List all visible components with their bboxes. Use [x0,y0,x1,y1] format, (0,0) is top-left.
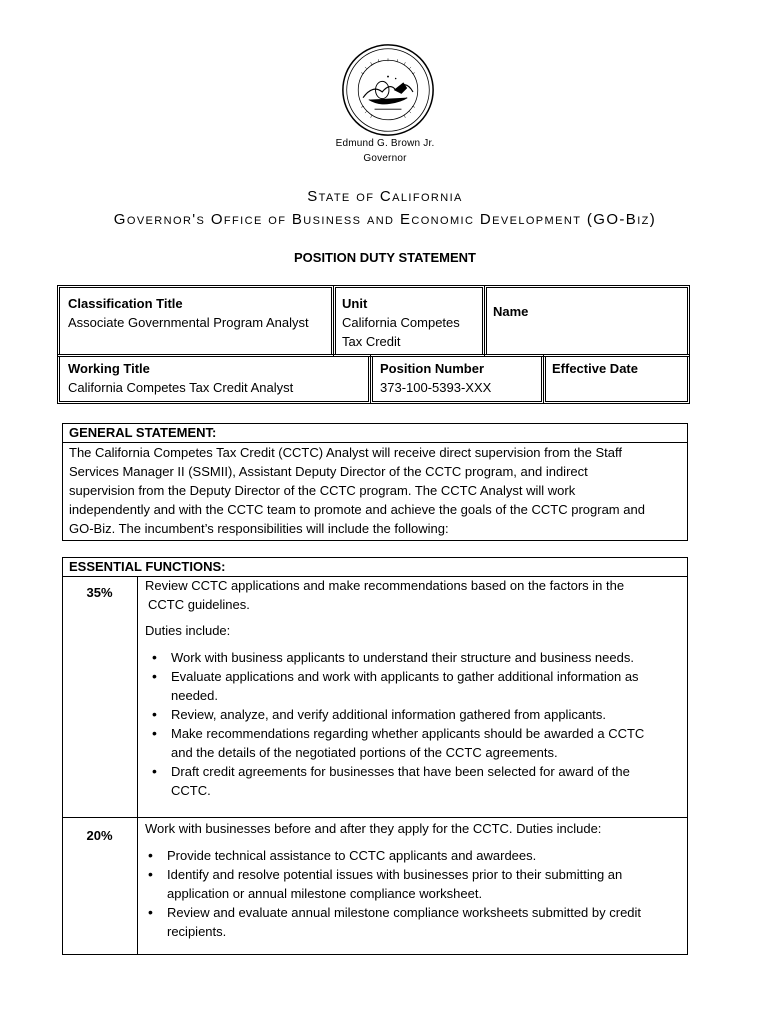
name-cell [484,285,690,357]
position-number-value: 373-100-5393-XXX [380,380,492,395]
list-item: • Review, analyze, and verify additional information gathered from applicants. [171,705,687,724]
position-number-label: Position Number [380,361,485,376]
function-row [62,576,688,818]
function-intro: CCTC guidelines. [148,597,250,612]
function-body [137,576,687,817]
essential-functions-section [62,557,688,577]
state-heading: State of California [307,188,463,205]
function-intro: Work with businesses before and after they apply for the CCTC. Duties include: [145,821,602,836]
list-item: • Work with business applicants to understand their structure and business needs. [171,648,687,667]
name-label: Name [493,304,529,319]
list-item: • Draft credit agreements for businesses that have been selected for award of the CCTC. [171,762,687,800]
list-item: • Provide technical assistance to CCTC applicants and awardees. [167,846,687,865]
unit-value-line1: California Competes [342,315,460,330]
list-item: • Review and evaluate annual milestone compliance worksheets submitted by credit recipients. [167,903,687,941]
duties-label: Duties include: [145,623,231,638]
effective-date-cell [543,354,690,404]
general-statement-line: independently and with the CCTC team to promote and achieve the goals of the CCTC program and [69,502,645,517]
position-number-cell [370,354,544,404]
list-item: • Evaluate applications and work with applicants to gather additional information as needed. [171,667,687,705]
list-item: • Make recommendations regarding whether applicants should be awarded a CCTC and the details of the negotiated portions of the CCTC agreements. [171,724,687,762]
great-seal-of-california-icon [340,42,436,138]
classification-title-cell [57,285,334,357]
function-intro: Review CCTC applications and make recommendations based on the factors in the [145,578,625,593]
function-percent: 35% [86,585,113,600]
working-title-value: California Competes Tax Credit Analyst [68,380,294,395]
function-body [137,817,687,954]
general-statement-section [62,423,688,541]
working-title-cell [57,354,371,404]
governor-title: Governor [363,153,407,164]
unit-label: Unit [342,296,368,311]
classification-title-label: Classification Title [68,296,183,311]
general-statement-line: The California Competes Tax Credit (CCTC) Analyst will receive direct supervision from the Staff [69,445,622,460]
general-statement-line: GO-Biz. The incumbent’s responsibilities will include the following: [69,521,449,536]
general-statement-heading: GENERAL STATEMENT: [63,424,687,443]
general-statement-line: Services Manager II (SSMII), Assistant Deputy Director of the CCTC program, and indirect [69,464,588,479]
unit-value-line2: Tax Credit [342,334,401,349]
classification-title-value: Associate Governmental Program Analyst [68,315,309,330]
unit-cell [333,285,485,357]
essential-functions-heading: ESSENTIAL FUNCTIONS: [63,558,687,577]
function-percent: 20% [86,828,113,843]
duties-list [145,648,687,800]
general-statement-body [63,443,687,540]
effective-date-label: Effective Date [552,361,638,376]
office-heading: Governor's Office of Business and Economic Development (GO-Biz) [113,211,657,228]
governor-name: Edmund G. Brown Jr. [335,138,435,149]
function-row [62,817,688,955]
document-title: POSITION DUTY STATEMENT [293,250,476,265]
list-item: • Identify and resolve potential issues with businesses prior to their submitting an application or annual milestone compliance worksheet. [167,865,687,903]
duties-list [145,846,687,941]
general-statement-line: supervision from the Deputy Director of the CCTC program. The CCTC Analyst will work [69,483,576,498]
working-title-label: Working Title [68,361,150,376]
